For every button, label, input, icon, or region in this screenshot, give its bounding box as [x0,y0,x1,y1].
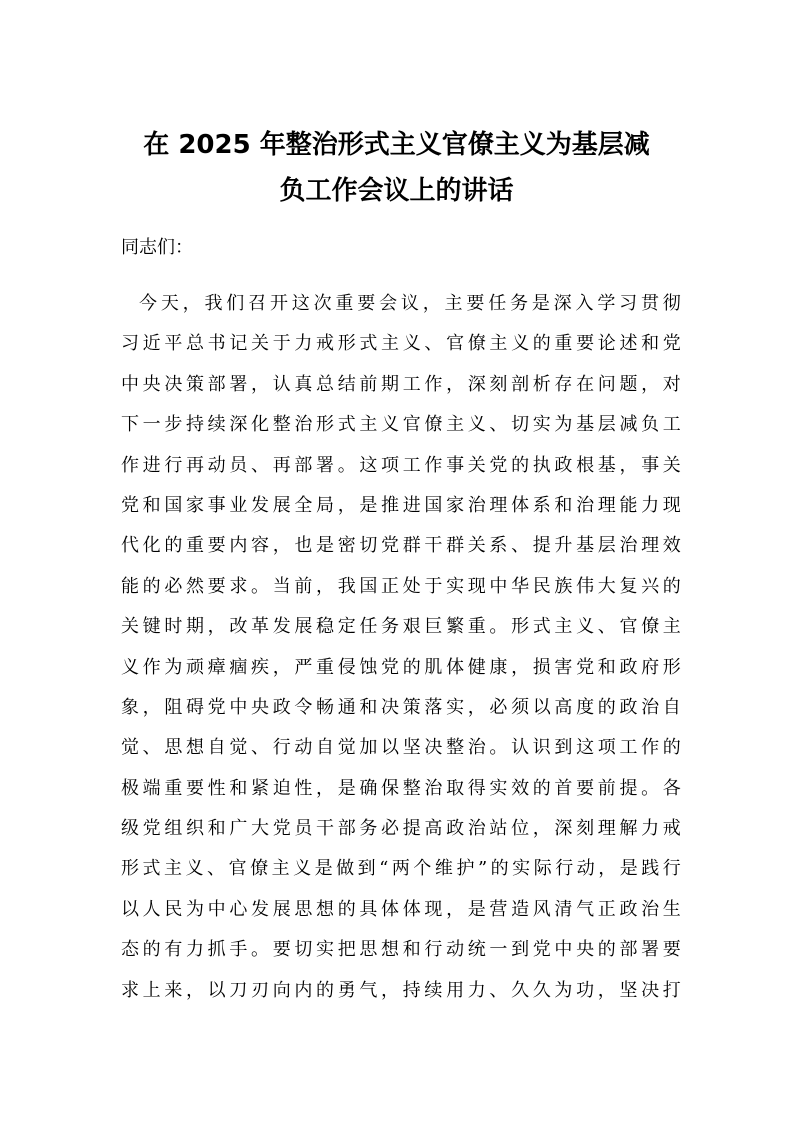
body-line: 作进行再动员、再部署。这项工作事关党的执政根基，事关 [121,454,681,476]
body-line: 党和国家事业发展全局，是推进国家治理体系和治理能力现 [121,494,681,516]
body-paragraph [121,284,681,1011]
body-line: 能的必然要求。当前，我国正处于实现中华民族伟大复兴的 [121,575,681,597]
body-line: 极端重要性和紧迫性，是确保整治取得实效的首要前提。各 [121,777,681,799]
body-line: 态的有力抓手。要切实把思想和行动统一到党中央的部署要 [121,939,681,961]
body-line: 习近平总书记关于力戒形式主义、官僚主义的重要论述和党 [121,333,681,355]
body-line: 下一步持续深化整治形式主义官僚主义、切实为基层减负工 [121,414,681,436]
body-line: 级党组织和广大党员干部务必提高政治站位，深刻理解力戒 [121,818,681,840]
salutation: 同志们： [121,237,193,258]
body-line: 今天，我们召开这次重要会议，主要任务是深入学习贯彻 [139,293,681,314]
document-title-line-1: 在 2025 年整治形式主义官僚主义为基层减 [143,130,650,160]
body-line: 形式主义、官僚主义是做到“两个维护”的实际行动，是践行 [121,858,681,880]
body-line: 以人民为中心发展思想的具体体现，是营造风清气正政治生 [121,898,681,920]
body-line: 求上来，以刀刃向内的勇气，持续用力、久久为功，坚决打 [121,979,681,1001]
body-line: 象，阻碍党中央政令畅通和决策落实，必须以高度的政治自 [121,696,681,718]
body-line: 关键时期，改革发展稳定任务艰巨繁重。形式主义、官僚主 [121,616,681,638]
body-line: 代化的重要内容，也是密切党群干群关系、提升基层治理效 [121,535,681,557]
body-line: 觉、思想自觉、行动自觉加以坚决整治。认识到这项工作的 [121,737,681,759]
body-line: 中央决策部署，认真总结前期工作，深刻剖析存在问题，对 [121,373,681,395]
document-title-line-2: 负工作会议上的讲话 [279,176,514,206]
body-line: 义作为顽瘴痼疾，严重侵蚀党的肌体健康，损害党和政府形 [121,656,681,678]
